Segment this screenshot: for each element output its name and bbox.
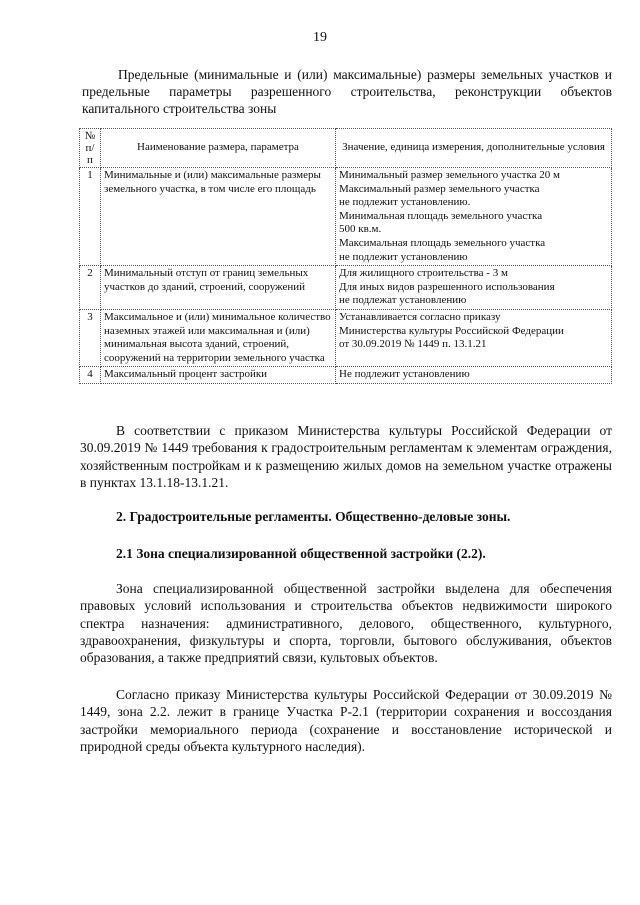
- row-name: Минимальный отступ от границ земельных участков до зданий, строений, сооружений: [101, 266, 336, 310]
- header-name: Наименование размера, параметра: [101, 129, 336, 168]
- value-line: Минимальная площадь земельного участка: [339, 209, 543, 222]
- row-num: 1: [80, 168, 101, 266]
- row-num: 4: [80, 367, 101, 384]
- value-line: Не подлежит установлению: [339, 368, 470, 381]
- value-line: 500 кв.м.: [339, 223, 382, 236]
- table-row: [80, 168, 612, 266]
- row-value: [336, 266, 612, 310]
- value-line: Для иных видов разрешенного использования: [339, 280, 555, 293]
- paragraph-zone-boundary: Согласно приказу Министерства культуры Российской Федерации от 30.09.2019 № 1449, зона 2.2. лежит в границе Участка Р-2.1 (территории сохранения и воссоздания застройки мемориального периода (сохранение и восстановление исторической и природной среды объекта культурного наследия).: [80, 687, 612, 754]
- table-row: [80, 266, 612, 310]
- value-line: Для жилищного строительства - 3 м: [339, 267, 508, 280]
- row-value: [336, 309, 612, 366]
- value-line: не подлежит установлению: [339, 250, 468, 263]
- value-line: Максимальный размер земельного участка: [339, 182, 540, 195]
- row-num: 3: [80, 309, 101, 366]
- row-value: [336, 168, 612, 266]
- section-heading: 2. Градостроительные регламенты. Общественно-деловые зоны.: [116, 509, 511, 524]
- value-line: Минимальный размер земельного участка 20 м: [339, 169, 560, 181]
- parameters-table: [79, 128, 612, 384]
- intro-text: Предельные (минимальные и (или) максимальные) размеры земельных участков и предельные параметры разрешенного строительства, реконструкции объектов капитального строительства зоны: [82, 67, 612, 116]
- row-num: 2: [80, 266, 101, 310]
- value-line: Устанавливается согласно приказу: [339, 310, 501, 323]
- row-name: Минимальные и (или) максимальные размеры земельного участка, в том числе его площадь: [101, 168, 336, 266]
- row-value: [336, 367, 612, 384]
- page-number: 19: [313, 30, 327, 45]
- value-line: от 30.09.2019 № 1449 п. 13.1.21: [339, 338, 487, 351]
- paragraph-zone-description: Зона специализированной общественной застройки выделена для обеспечения правовых условий использования и строительства объектов недвижимости широкого спектра назначения: административного, делового, общественного, культурного, здравоохранения, физкультуры и спорта, торговли, бытового обслуживания, объектов образования, а также предприятий связи, культовых объектов.: [80, 581, 612, 666]
- value-line: Министерства культуры Российской Федерации: [339, 324, 564, 337]
- header-num: № п/п: [80, 129, 101, 168]
- paragraph-order-reference: В соответствии с приказом Министерства культуры Российской Федерации от 30.09.2019 № 1449 требования к градостроительным регламентам к элементам ограждения, хозяйственным постройкам и к размещению жилых домов на земельном участке отражены в пунктах 13.1.18-13.1.21.: [80, 423, 612, 490]
- value-line: Максимальная площадь земельного участка: [339, 236, 546, 249]
- row-name: Максимальное и (или) минимальное количество наземных этажей или максимальная и (или) минимальная высота зданий, строений, сооружений на территории земельного участка: [101, 309, 336, 366]
- table-row: [80, 309, 612, 366]
- header-value: Значение, единица измерения, дополнительные условия: [336, 129, 612, 168]
- subsection-heading: 2.1 Зона специализированной общественной застройки (2.2).: [116, 546, 486, 561]
- table-row: [80, 367, 612, 384]
- table-header-row: [80, 129, 612, 168]
- row-name: Максимальный процент застройки: [101, 367, 336, 384]
- value-line: не подлежат установлению: [339, 294, 467, 307]
- value-line: не подлежит установлению.: [339, 196, 471, 209]
